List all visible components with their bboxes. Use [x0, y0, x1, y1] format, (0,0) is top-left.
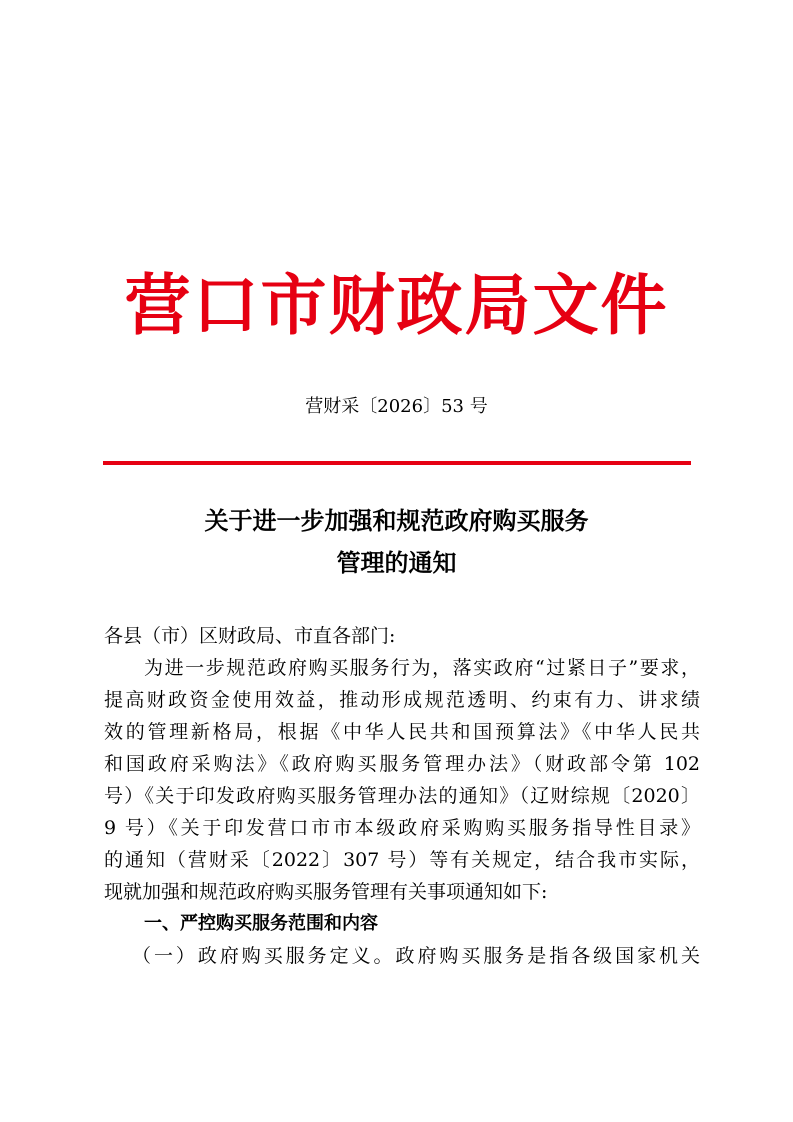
issuer-header-title: 营口市财政局文件 — [124, 267, 669, 344]
paragraph-1-line: 效的管理新格局，根据《中华人民共和国预算法》《中华人民共 — [104, 721, 700, 743]
section-1-item-1: （一）政府购买服务定义。政府购买服务是指各级国家机关 — [132, 945, 700, 967]
section-1-heading: 一、严控购买服务范围和内容 — [144, 913, 378, 934]
paragraph-1-line: 9 号）《关于印发营口市市本级政府采购购买服务指导性目录》 — [104, 817, 700, 839]
document-title-line-2: 管理的通知 — [336, 549, 457, 577]
document-title — [0, 500, 793, 584]
paragraph-1-line: 提高财政资金使用效益，推动形成规范透明、约束有力、讲求绩 — [104, 689, 700, 711]
paragraph-1-line: 和国政府采购法》《政府购买服务管理办法》（财政部令第 102 — [104, 753, 700, 775]
salutation: 各县（市）区财政局、市直各部门: — [104, 625, 396, 647]
paragraph-1-line: 为进一步规范政府购买服务行为，落实政府“过紧日子”要求， — [144, 657, 700, 679]
document-title-line-1: 关于进一步加强和规范政府购买服务 — [204, 507, 589, 535]
paragraph-1-line: 号）《关于印发政府购买服务管理办法的通知》（辽财综规〔2020〕 — [104, 785, 700, 807]
paragraph-1-line: 的通知（营财采〔2022〕307 号）等有关规定，结合我市实际， — [104, 849, 700, 871]
document-number: 营财采〔2026〕53 号 — [305, 396, 488, 417]
paragraph-1-line: 现就加强和规范政府购买服务管理有关事项通知如下: — [104, 881, 548, 903]
document-body — [104, 620, 700, 972]
red-divider-rule — [103, 461, 691, 465]
